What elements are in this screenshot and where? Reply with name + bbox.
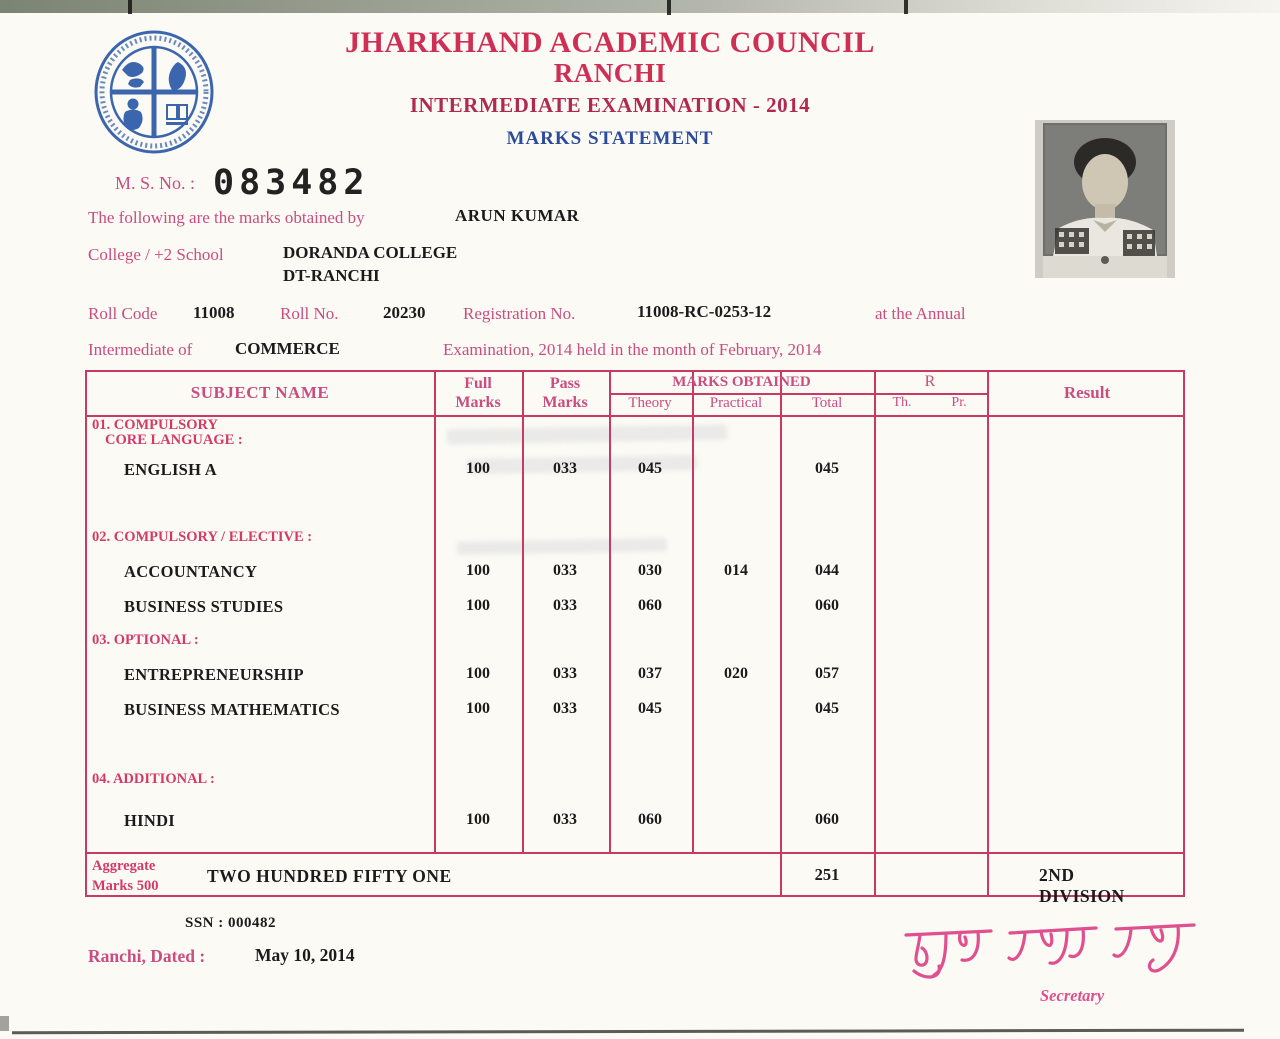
table-grid-line	[87, 852, 1183, 854]
col-header-full-marks: Full Marks	[455, 375, 501, 411]
obtained-by-label: The following are the marks obtained by	[88, 208, 365, 227]
subject-name: ENTREPRENEURSHIP	[124, 665, 304, 684]
college-district: DT-RANCHI	[283, 266, 380, 285]
scan-mark	[128, 0, 132, 14]
mark-cell-theory: 060	[638, 597, 662, 614]
col-header-subject: SUBJECT NAME	[190, 383, 330, 402]
mark-cell-pass: 033	[553, 597, 577, 614]
mark-cell-total: 057	[815, 665, 839, 682]
scan-mark	[904, 0, 908, 14]
col-header-theory: Theory	[628, 395, 672, 411]
mark-cell-practical: 020	[724, 665, 748, 682]
registration-label: Registration No.	[463, 304, 576, 323]
mark-cell-total: 044	[815, 562, 839, 579]
mark-cell-theory: 030	[638, 562, 662, 579]
mark-cell-theory: 045	[638, 700, 662, 717]
college-label: College / +2 School	[88, 245, 224, 264]
mark-cell-total: 045	[815, 460, 839, 477]
table-grid-line	[780, 372, 782, 895]
mark-cell-full: 100	[466, 562, 490, 579]
mark-cell-full: 100	[466, 700, 490, 717]
mark-cell-total: 060	[815, 597, 839, 614]
mark-cell-pass: 033	[553, 665, 577, 682]
section-label: 02. COMPULSORY / ELECTIVE :	[92, 529, 313, 545]
table-grid-line	[609, 372, 611, 852]
subject-name: ACCOUNTANCY	[124, 562, 258, 581]
exam-title: INTERMEDIATE EXAMINATION - 2014	[409, 93, 811, 117]
aggregate-total: 251	[814, 865, 840, 884]
student-name: ARUN KUMAR	[455, 206, 580, 225]
roll-no-value: 20230	[383, 303, 426, 322]
mark-cell-total: 060	[815, 811, 839, 828]
ms-no-label: M. S. No. :	[115, 173, 196, 193]
stream-value: COMMERCE	[235, 339, 340, 358]
mark-cell-full: 100	[466, 811, 490, 828]
mark-cell-full: 100	[466, 597, 490, 614]
col-header-total: Total	[811, 395, 843, 411]
marks-table	[85, 370, 1185, 906]
col-header-th: Th.	[892, 395, 912, 410]
table-grid-line	[874, 372, 876, 895]
scan-ghost-text	[447, 425, 727, 445]
section-label: 03. OPTIONAL :	[92, 632, 199, 648]
scan-mark	[667, 0, 671, 15]
roll-no-label: Roll No.	[280, 304, 339, 323]
council-title: JHARKHAND ACADEMIC COUNCIL	[345, 26, 875, 59]
section-label: 04. ADDITIONAL :	[92, 771, 215, 787]
col-header-practical: Practical	[709, 395, 763, 411]
subject-name: BUSINESS STUDIES	[124, 597, 284, 616]
mark-cell-pass: 033	[553, 562, 577, 579]
aggregate-label: Aggregate Marks 500	[92, 858, 159, 894]
aggregate-in-words: TWO HUNDRED FIFTY ONE	[207, 866, 452, 886]
intermediate-label: Intermediate of	[88, 340, 193, 359]
mark-cell-pass: 033	[553, 460, 577, 477]
scan-edge-band	[0, 0, 1280, 13]
annual-label: at the Annual	[875, 304, 966, 323]
scan-ghost-text	[457, 538, 667, 555]
col-header-r: R	[924, 373, 936, 390]
subject-name: ENGLISH A	[124, 460, 218, 479]
document-title: MARKS STATEMENT	[506, 128, 714, 149]
mark-cell-theory: 045	[638, 460, 662, 477]
mark-cell-theory: 060	[638, 811, 662, 828]
mark-cell-full: 100	[466, 665, 490, 682]
mark-cell-theory: 037	[638, 665, 662, 682]
subject-name: HINDI	[124, 811, 176, 830]
date-value: May 10, 2014	[255, 945, 355, 965]
table-grid-line	[87, 415, 1183, 417]
col-header-marks-obtained: MARKS OBTAINED	[672, 374, 811, 390]
col-header-pass-marks: Pass Marks	[542, 375, 588, 411]
table-grid-line	[434, 372, 436, 852]
section-label: 01. COMPULSORY CORE LANGUAGE :	[92, 417, 243, 448]
mark-cell-full: 100	[466, 460, 490, 477]
subject-name: BUSINESS MATHEMATICS	[124, 700, 340, 719]
scan-smudge	[0, 1016, 9, 1031]
mark-cell-pass: 033	[553, 700, 577, 717]
scan-edge-line	[12, 1029, 1244, 1035]
mark-cell-pass: 033	[553, 811, 577, 828]
council-city: RANCHI	[553, 58, 667, 88]
exam-held-label: Examination, 2014 held in the month of February, 2014	[443, 340, 822, 359]
ssn-value: SSN : 000482	[185, 915, 277, 931]
aggregate-result: 2ND DIVISION	[1039, 865, 1125, 906]
table-grid-line	[874, 393, 987, 395]
col-header-result: Result	[1063, 383, 1111, 402]
college-name: DORANDA COLLEGE	[283, 243, 458, 262]
table-grid-line	[987, 372, 989, 895]
ms-no-value: 083482	[213, 163, 370, 203]
col-header-pr: Pr.	[951, 395, 967, 410]
mark-cell-practical: 014	[724, 562, 748, 579]
table-grid-line	[522, 372, 524, 852]
place-date-label: Ranchi, Dated :	[88, 946, 206, 966]
registration-value: 11008-RC-0253-12	[637, 302, 772, 321]
scan-ghost-text	[467, 455, 697, 474]
roll-code-label: Roll Code	[88, 304, 158, 323]
secretary-title: Secretary	[1040, 986, 1105, 1005]
secretary-signature	[898, 918, 1198, 987]
table-grid-line	[692, 372, 694, 852]
roll-code-value: 11008	[193, 303, 235, 322]
mark-cell-total: 045	[815, 700, 839, 717]
